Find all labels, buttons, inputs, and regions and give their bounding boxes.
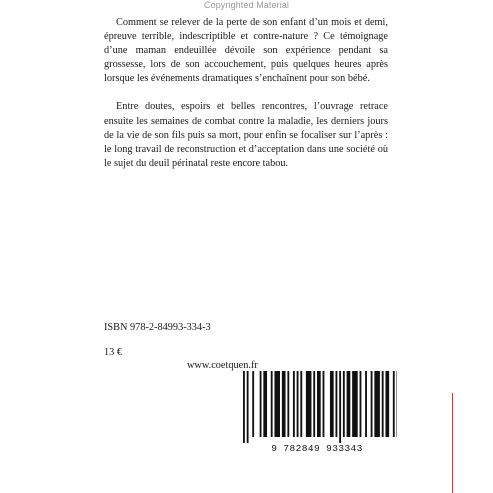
barcode-bar [293, 371, 295, 437]
barcode-bar [323, 371, 325, 437]
description-paragraph-2: Entre doutes, espoirs et belles rencontres, l’ouvrage retrace ensuite les semaines de combat contre la maladie, les derniers jours de la vie de son fils puis sa mort, pour enfin se focaliser sur l’après : le long travail de reconstruction et d’acceptation dans une société où le sujet du deuil périnatal reste encore tabou. [104, 101, 388, 169]
barcode-bar [313, 371, 315, 437]
barcode-bar [336, 371, 338, 437]
barcode-bar [343, 371, 345, 437]
barcode-bar [385, 371, 389, 437]
barcode-bars [237, 371, 397, 443]
barcode-bar [247, 371, 249, 443]
barcode-bar [271, 371, 273, 437]
barcode-bar [317, 371, 321, 437]
barcode-bar [243, 371, 245, 443]
barcode-bar [287, 371, 289, 437]
barcode-bar [339, 371, 341, 443]
barcode-bar [282, 371, 286, 437]
barcode-bar [274, 371, 280, 437]
book-description [104, 16, 388, 185]
barcode-bar [352, 371, 358, 437]
barcode-bar [297, 371, 299, 437]
description-paragraph-1: Comment se relever de la perte de son enfant d’un mois et demi, épreuve terrible, indescriptible et contre-nature ? Ce témoignage d’une maman endeuillée dévoile son expérience pendant sa grossesse, lors de son accouchement, puis quelques heures après lorsque les événements dramatiques s’enchaînent pour son bébé. [104, 17, 388, 85]
barcode-bar [306, 371, 312, 437]
barcode-bar [263, 371, 267, 437]
barcode-bar [300, 371, 302, 437]
barcode-bar [347, 371, 351, 437]
copyright-watermark: Copyrighted Material [203, 0, 290, 10]
barcode-bar [330, 371, 334, 437]
barcode-bar [382, 371, 384, 437]
barcode [237, 371, 397, 451]
publisher-website: www.coetquen.fr [187, 360, 258, 371]
barcode-bar [365, 371, 367, 437]
price-text: 13 € [104, 347, 123, 358]
barcode-bar [252, 371, 254, 437]
barcode-digits: 9 782849 933343 [271, 443, 363, 454]
barcode-bar [360, 371, 362, 437]
barcode-bar [371, 371, 373, 437]
barcode-bar [374, 371, 380, 437]
isbn-text: ISBN 978-2-84993-334-3 [104, 322, 211, 333]
side-rule-line [452, 393, 453, 493]
barcode-bar [393, 371, 395, 437]
barcode-bar [260, 371, 262, 437]
